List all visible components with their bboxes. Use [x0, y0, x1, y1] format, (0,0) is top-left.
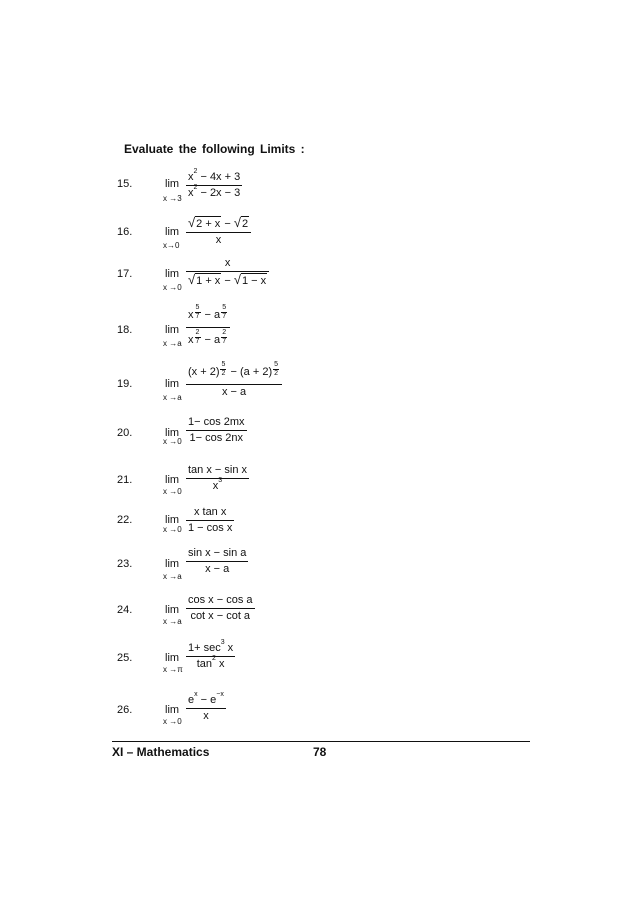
limit-operator: lim: [165, 378, 180, 390]
limit-fraction: [186, 303, 230, 352]
limit-fraction: [186, 693, 226, 724]
limit-approach: x →a: [163, 339, 182, 348]
denominator: x: [203, 710, 209, 722]
numerator: 1− cos 2mx: [188, 416, 245, 428]
problem-number: 26.: [117, 704, 133, 716]
problem-number: 16.: [117, 226, 133, 238]
limit-approach: x →0: [163, 717, 182, 726]
limit-fraction: [186, 360, 282, 400]
limit-approach: x →0: [163, 487, 182, 496]
limit-approach: x →0: [163, 283, 182, 292]
numerator: $x^2 - 4x + 3$: [188, 168, 241, 183]
limit-fraction: [186, 463, 249, 494]
problem-number: 25.: [117, 652, 133, 664]
problem-number: 24.: [117, 604, 133, 616]
denominator: √1 + x − √1 − x: [188, 272, 267, 287]
problem-number: 15.: [117, 178, 133, 190]
footer-subject: XI – Mathematics: [112, 745, 210, 759]
exercise-heading: Evaluate the following Limits :: [124, 142, 305, 156]
limit-operator: lim: [165, 652, 180, 664]
limit-fraction: [186, 170, 242, 201]
page-number: 78: [313, 745, 327, 759]
problem-number: 18.: [117, 324, 133, 336]
limit-approach: x→0: [163, 241, 180, 250]
limit-fraction: [186, 546, 248, 577]
numerator: (x + 2) $\frac{5}{2}$ − (a + 2) $\frac{5}{2}$: [188, 361, 279, 378]
problem-number: 20.: [117, 427, 133, 439]
limit-operator: lim: [165, 268, 180, 280]
limit-approach: x →3: [163, 194, 182, 203]
footer-divider: [112, 741, 530, 742]
numerator: √2 + x − √2: [188, 215, 249, 230]
limit-approach: x →a: [163, 393, 182, 402]
denominator: $\tan^2 x$: [196, 655, 225, 670]
numerator: x $\frac{5}{7}$ − a $\frac{5}{7}$: [188, 304, 227, 321]
limit-operator: lim: [165, 514, 180, 526]
numerator: x: [224, 257, 231, 269]
limit-operator: lim: [165, 604, 180, 616]
limit-approach: x →π: [163, 665, 183, 674]
denominator: x: [215, 234, 222, 246]
limit-fraction: [186, 641, 235, 672]
limit-fraction: [186, 593, 255, 624]
denominator: 1− cos 2nx: [189, 432, 244, 444]
limit-fraction: [186, 256, 269, 289]
problem-number: 17.: [117, 268, 133, 280]
limit-operator: lim: [165, 178, 180, 190]
denominator: x $\frac{2}{7}$ − a $\frac{2}{7}$: [188, 329, 227, 346]
limit-operator: lim: [165, 226, 180, 238]
numerator: cos x − cos a: [188, 594, 253, 606]
limit-fraction: [186, 505, 234, 536]
problem-number: 21.: [117, 474, 133, 486]
denominator: x − a: [205, 563, 230, 575]
numerator: tan x − sin x: [188, 464, 248, 476]
denominator: $x^2 - 2x - 3$: [188, 184, 241, 199]
limit-operator: lim: [165, 474, 180, 486]
limit-operator: lim: [165, 558, 180, 570]
denominator: $x^3$: [212, 477, 223, 492]
denominator: x − a: [221, 386, 247, 398]
limit-operator: lim: [165, 324, 180, 336]
limit-fraction: [186, 215, 251, 248]
limit-approach: x →a: [163, 617, 182, 626]
numerator: $1+ \sec^3 x$: [188, 639, 234, 654]
limit-approach: x →0: [163, 437, 182, 446]
limit-operator: lim: [165, 704, 180, 716]
numerator: $e^x - e^{-x}$: [188, 691, 224, 706]
denominator: cot x − cot a: [190, 610, 251, 622]
limit-fraction: [186, 415, 247, 446]
limit-approach: x →a: [163, 572, 182, 581]
limit-operator: lim: [165, 427, 180, 439]
problem-number: 19.: [117, 378, 133, 390]
limit-approach: x →0: [163, 525, 182, 534]
numerator: x tan x: [193, 506, 227, 518]
problem-number: 22.: [117, 514, 133, 526]
problem-number: 23.: [117, 558, 133, 570]
denominator: 1 − cos x: [188, 522, 233, 534]
numerator: sin x − sin a: [188, 547, 247, 559]
